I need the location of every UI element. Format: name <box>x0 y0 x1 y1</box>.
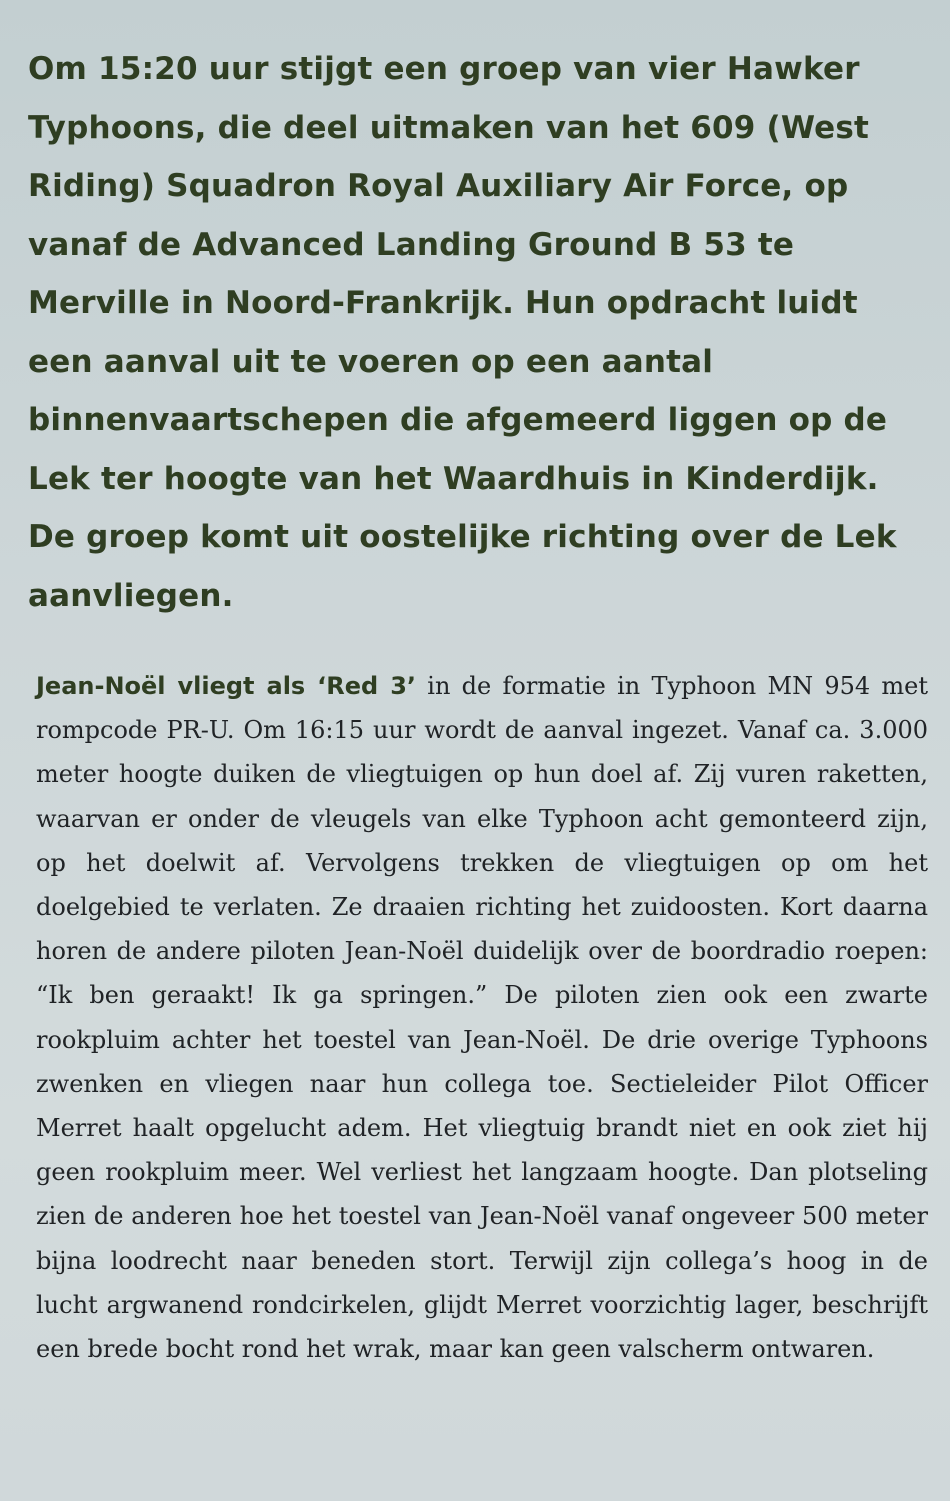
intro-paragraph: Om 15:20 uur stijgt een groep van vier Hawker Typhoons, die deel uitmaken van het 609 (West Riding) Squadron Royal Auxiliary Air Force, op vanaf de Advanced Landing Ground B 53 te Merville in Noord-Frankrijk. Hun opdracht luidt een aanval uit te voeren op een aantal binnenvaartschepen die afgemeerd liggen op de Lek ter hoogte van het Waardhuis in Kinderdijk. De groep komt uit oostelijke richting over de Lek aanvliegen. <box>28 51 897 614</box>
body-text: in de formatie in Typhoon MN 954 met rompcode PR-U. Om 16:15 uur wordt de aanval ingezet. Vanaf ca. 3.000 meter hoogte duiken de vliegtuigen op hun doel af. Zij vuren raketten, waarvan er onder de vleugels van elke Typhoon acht gemonteerd zijn, op het doelwit af. Vervolgens trekken de vliegtuigen op om het doelgebied te verlaten. Ze draaien richting het zuidoosten. Kort daarna horen de andere piloten Jean-Noël duidelijk over de boordradio roepen: “Ik ben geraakt! Ik ga springen.” De piloten zien ook een zwarte rookpluim achter het toestel van Jean-Noël. De drie overige Typhoons zwenken en vliegen naar hun collega toe. Sectieleider Pilot Officer Merret haalt opgelucht adem. Het vliegtuig brandt niet en ook ziet hij geen rookpluim meer. Wel verliest het langzaam hoogte. Dan plotseling zien de anderen hoe het toestel van Jean-Noël vanaf ongeveer 500 meter bijna loodrecht naar beneden stort. Terwijl zijn collega’s hoog in de lucht argwanend rondcirkelen, glijdt Merret voorzichtig lager, beschrijft een brede bocht rond het wrak, maar kan geen valscherm ontwaren. <box>36 672 928 1364</box>
body-lead-text: Jean-Noël vliegt als ‘Red 3’ <box>36 672 417 700</box>
body-paragraph <box>36 664 928 1371</box>
